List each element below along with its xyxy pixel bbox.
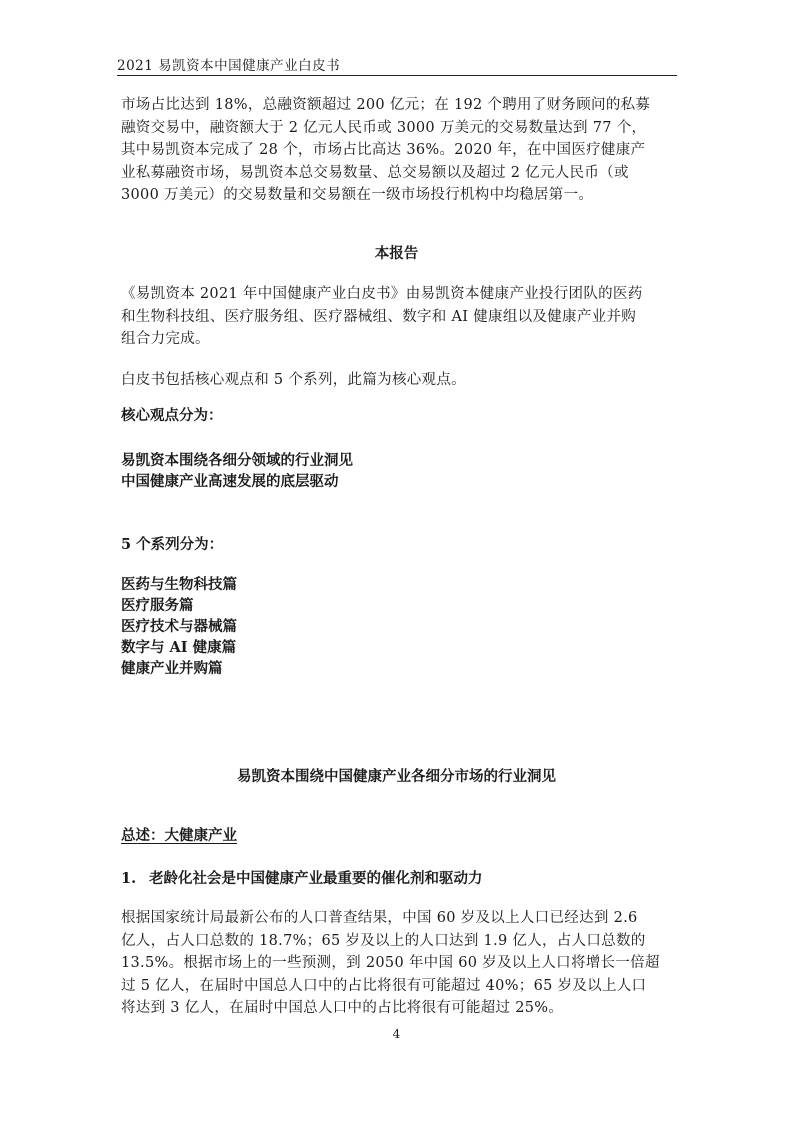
- point-number: 1.: [121, 870, 137, 887]
- report-section-title: 本报告: [374, 245, 419, 262]
- list-item: 健康产业并购篇: [121, 660, 223, 677]
- list-item: 医药与生物科技篇: [121, 576, 237, 593]
- list-item: 医疗服务篇: [121, 597, 194, 614]
- header-divider: [117, 75, 677, 76]
- point-line: 将达到 3 亿人，在届时中国总人口中的占比将很有可能超过 25%。: [121, 1000, 564, 1016]
- intro-paragraph: [121, 94, 674, 207]
- core-views-list: [121, 450, 353, 492]
- intro-line: 市场占比达到 18%，总融资额超过 200 亿元；在 192 个聘用了财务顾问的私募: [121, 97, 651, 113]
- report-line: 《易凯资本 2021 年中国健康产业白皮书》由易凯资本健康产业投行团队的医药: [121, 286, 643, 302]
- list-item: 数字与 AI 健康篇: [121, 639, 237, 656]
- series-heading: [121, 534, 223, 555]
- report-paragraph: [121, 283, 674, 351]
- running-header: 2021 易凯资本中国健康产业白皮书: [117, 58, 341, 74]
- list-item: 医疗技术与器械篇: [121, 618, 237, 635]
- report-line: 组合力完成。: [121, 331, 210, 347]
- report-summary-line: 白皮书包括核心观点和 5 个系列，此篇为核心观点。: [121, 372, 466, 388]
- series-list: [121, 574, 237, 679]
- report-line: 和生物科技组、医疗服务组、医疗器械组、数字和 AI 健康组以及健康产业并购: [121, 308, 637, 325]
- intro-line: 融资交易中，融资额大于 2 亿元人民币或 3000 万美元的交易数量达到 77 个，: [121, 119, 647, 136]
- overview-heading-text: 总述：大健康产业: [121, 827, 237, 844]
- point-line: 过 5 亿人，在届时中国总人口中的占比将很有可能超过 40%；65 岁及以上人口: [121, 977, 647, 994]
- list-item: 中国健康产业高速发展的底层驱动: [121, 473, 339, 490]
- point-paragraph: [121, 907, 674, 1020]
- point-heading: [121, 867, 483, 888]
- series-heading-text: 5 个系列分为：: [121, 536, 224, 553]
- intro-line: 业私募融资市场，易凯资本总交易数量、总交易额以及超过 2 亿元人民币（或: [121, 164, 629, 181]
- intro-line: 3000 万美元）的交易数量和交易额在一级市场投行机构中均稳居第一。: [121, 187, 594, 203]
- core-views-heading-text: 核心观点分为：: [121, 407, 223, 424]
- page-number: 4: [392, 1027, 401, 1041]
- list-item: 易凯资本围绕各细分领域的行业洞见: [121, 452, 353, 469]
- overview-heading: [121, 825, 237, 846]
- point-line: 亿人，占人口总数的 18.7%；65 岁及以上的人口达到 1.9 亿人，占人口总数的: [121, 932, 646, 949]
- point-title: 老龄化社会是中国健康产业最重要的催化剂和驱动力: [149, 870, 483, 887]
- intro-line: 其中易凯资本完成了 28 个，市场占比高达 36%。2020 年，在中国医疗健康产: [121, 142, 646, 158]
- core-views-heading: [121, 405, 223, 426]
- report-summary: [121, 369, 674, 392]
- insights-title: 易凯资本围绕中国健康产业各细分市场的行业洞见: [237, 768, 556, 785]
- point-line: 13.5%。根据市场上的一些预测，到 2050 年中国 60 岁及以上人口将增长一倍超: [121, 955, 660, 971]
- point-line: 根据国家统计局最新公布的人口普查结果，中国 60 岁及以上人口已经达到 2.6: [121, 910, 638, 926]
